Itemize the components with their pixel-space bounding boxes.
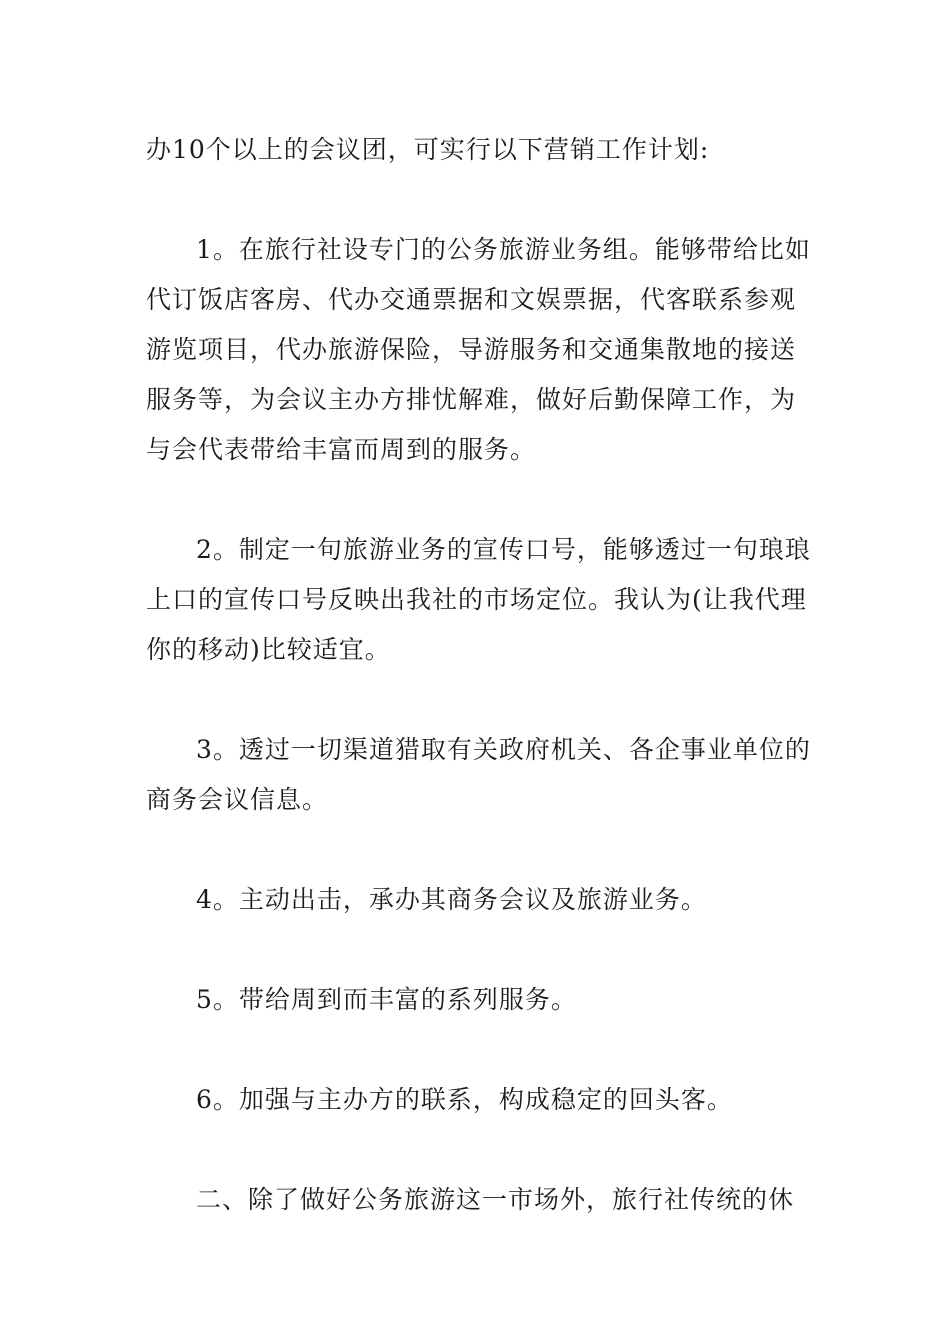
item-6-line: 6。加强与主办方的联系，构成稳定的回头客。 [196,1085,733,1114]
section-2-line-1: 二、除了做好公务旅游这一市场外，旅行社传统的休 [196,1185,795,1214]
item-3-line-1: 3。透过一切渠道猎取有关政府机关、各企事业单位的 [196,735,811,764]
item-2-line-2: 上口的宣传口号反映出我社的市场定位。我认为(让我代理 [146,585,807,614]
item-1-line-2: 代订饭店客房、代办交通票据和文娱票据，代客联系参观 [146,285,797,314]
paragraph-intro-line: 办10个以上的会议团，可实行以下营销工作计划: [146,135,710,164]
item-1-line-3: 游览项目，代办旅游保险，导游服务和交通集散地的接送 [146,335,797,364]
item-5-line: 5。带给周到而丰富的系列服务。 [196,985,577,1014]
item-1-line-4: 服务等，为会议主办方排忧解难，做好后勤保障工作，为 [146,385,797,414]
item-2-line-1: 2。制定一句旅游业务的宣传口号，能够透过一句琅琅 [196,535,811,564]
item-1-line-5: 与会代表带给丰富而周到的服务。 [146,435,537,464]
item-1-line-1: 1。在旅行社设专门的公务旅游业务组。能够带给比如 [196,235,811,264]
item-4-line: 4。主动出击，承办其商务会议及旅游业务。 [196,885,707,914]
item-2-line-3: 你的移动)比较适宜。 [146,635,391,664]
item-3-line-2: 商务会议信息。 [146,785,329,814]
